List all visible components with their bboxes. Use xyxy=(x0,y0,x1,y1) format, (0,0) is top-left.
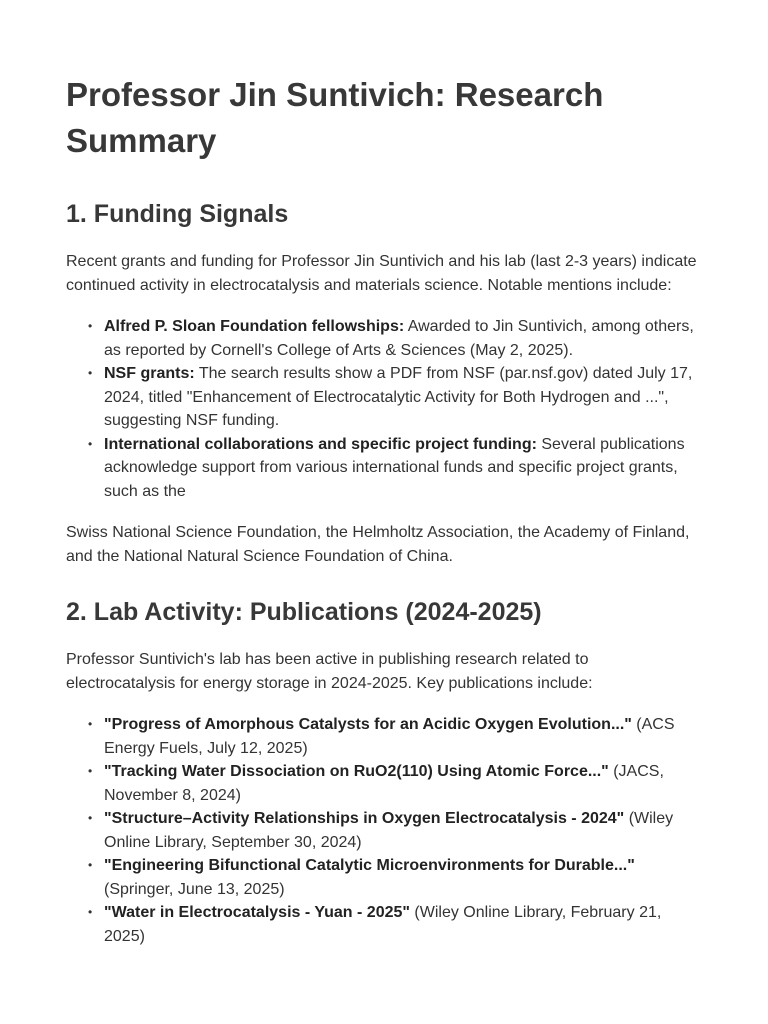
funding-item xyxy=(88,315,702,362)
funding-item-text: Several publications acknowledge support from various international funds and specific project grants, such as the xyxy=(104,435,685,500)
publication-title: "Engineering Bifunctional Catalytic Microenvironments for Durable..." xyxy=(104,857,635,874)
publication-title: "Progress of Amorphous Catalysts for an Acidic Oxygen Evolution..." xyxy=(104,716,632,733)
funding-item-text: The search results show a PDF from NSF (par.nsf.gov) dated July 17, 2024, titled "Enhancement of Electrocatalytic Activity for Both Hydrogen and ...", suggesting NSF funding. xyxy=(104,365,693,429)
publication-item xyxy=(88,854,702,901)
lab-intro: Professor Suntivich's lab has been active in publishing research related to electrocatalysis for energy storage in 2024-2025. Key publications include: xyxy=(66,651,593,692)
publication-title: "Tracking Water Dissociation on RuO2(110) Using Atomic Force..." xyxy=(104,763,609,780)
bullet-icon: • xyxy=(88,366,93,380)
publication-item xyxy=(88,760,702,807)
bullet-icon: • xyxy=(88,764,93,778)
bullet-icon: • xyxy=(88,436,93,451)
funding-item-label: NSF grants: xyxy=(104,365,195,382)
bullet-icon: • xyxy=(88,319,93,333)
publication-item xyxy=(88,901,702,948)
bullet-icon: • xyxy=(88,717,93,731)
publication-source: (Springer, June 13, 2025) xyxy=(104,880,285,898)
funding-section xyxy=(66,198,702,568)
funding-item-label: International collaborations and specific project funding: xyxy=(104,435,537,453)
publication-source: (JACS, November 8, 2024) xyxy=(104,763,664,804)
funding-list xyxy=(66,315,702,503)
funding-item xyxy=(88,433,702,504)
lab-heading: 2. Lab Activity: Publications (2024-2025) xyxy=(66,598,542,626)
bullet-icon: • xyxy=(88,811,93,825)
publication-source: (ACS Energy Fuels, July 12, 2025) xyxy=(104,716,675,757)
bullet-icon: • xyxy=(88,858,93,872)
funding-item-label: Alfred P. Sloan Foundation fellowships: xyxy=(104,318,405,335)
funding-item-text: Awarded to Jin Suntivich, among others, as reported by Cornell's College of Arts & Sciences (May 2, 2025). xyxy=(104,318,694,359)
funding-item xyxy=(88,362,702,433)
publication-title: "Water in Electrocatalysis - Yuan - 2025" xyxy=(104,904,410,921)
publication-item xyxy=(88,713,702,760)
publication-item xyxy=(88,807,702,854)
lab-section xyxy=(66,596,702,948)
publication-source: (Wiley Online Library, September 30, 2024) xyxy=(104,810,674,851)
funding-heading: 1. Funding Signals xyxy=(66,200,289,228)
funding-intro: Recent grants and funding for Professor Jin Suntivich and his lab (last 2-3 years) indicate continued activity in electrocatalysis and materials science. Notable mentions include: xyxy=(66,253,697,294)
page-title: Professor Jin Suntivich: Research Summary xyxy=(66,76,604,159)
bullet-icon: • xyxy=(88,905,93,919)
funding-outro: Swiss National Science Foundation, the Helmholtz Association, the Academy of Finland, and the National Natural Science Foundation of China. xyxy=(66,524,690,565)
publication-list xyxy=(66,713,702,948)
publication-source: (Wiley Online Library, February 21, 2025) xyxy=(104,904,662,945)
publication-title: "Structure–Activity Relationships in Oxygen Electrocatalysis - 2024" xyxy=(104,810,625,827)
